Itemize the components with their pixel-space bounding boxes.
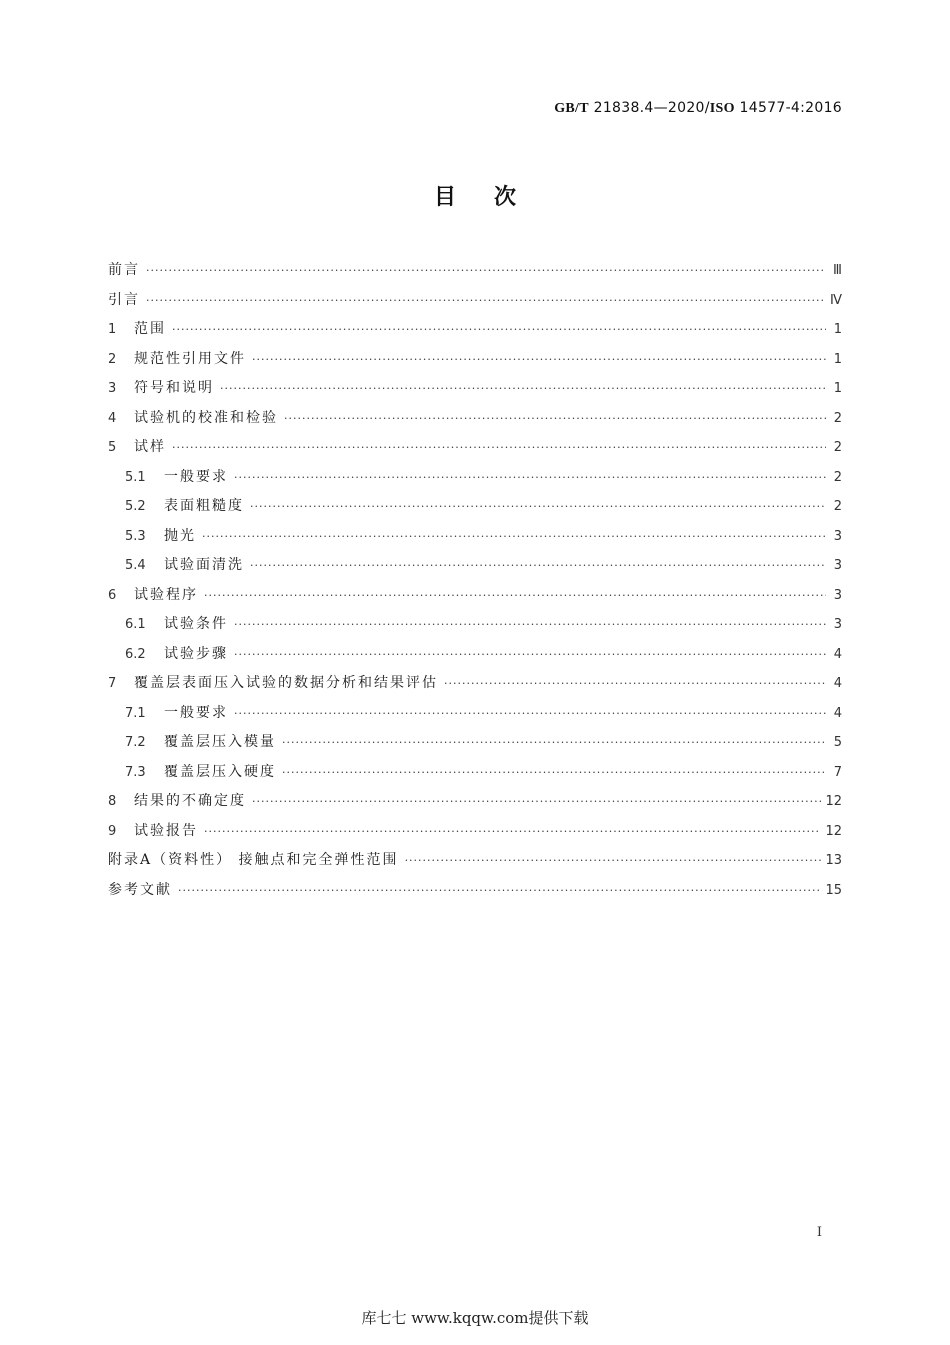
toc-entry[interactable] bbox=[108, 492, 842, 522]
toc-dot-leader bbox=[250, 551, 826, 581]
toc-entry-number: 3 bbox=[108, 381, 117, 396]
toc-entry[interactable] bbox=[108, 404, 842, 434]
toc-entry[interactable] bbox=[108, 286, 842, 316]
toc-entry-label: 规范性引用文件 bbox=[134, 350, 246, 367]
iso-number: 14577-4:2016 bbox=[734, 100, 842, 116]
toc-entry-page: Ⅲ bbox=[833, 263, 842, 278]
toc-entry-label: 表面粗糙度 bbox=[164, 498, 244, 514]
toc-entry-label: 前言 bbox=[108, 262, 140, 278]
toc-entry-number: 4 bbox=[108, 410, 117, 426]
toc-dot-leader bbox=[252, 345, 826, 375]
toc-entry-number: 5.3 bbox=[125, 528, 146, 544]
toc-dot-leader bbox=[252, 787, 821, 817]
toc-entry-label: 试验条件 bbox=[164, 616, 228, 632]
toc-entry[interactable] bbox=[108, 787, 842, 817]
toc-entry-page: 1 bbox=[833, 351, 842, 367]
toc-dot-leader bbox=[146, 256, 826, 286]
toc-entry-label: 试验报告 bbox=[134, 822, 198, 839]
toc-dot-leader bbox=[146, 286, 826, 316]
toc-entry[interactable] bbox=[108, 315, 842, 345]
toc-entry[interactable] bbox=[108, 669, 842, 699]
toc-entry-number: 6 bbox=[108, 587, 117, 603]
toc-dot-leader bbox=[204, 817, 821, 847]
toc-dot-leader bbox=[282, 758, 826, 788]
footer-watermark: 库七七 www.kqqw.com提供下载 bbox=[361, 1309, 589, 1327]
toc-entry[interactable] bbox=[108, 640, 842, 670]
iso-prefix: ISO bbox=[709, 101, 735, 116]
toc-entry[interactable] bbox=[108, 610, 842, 640]
toc-dot-leader bbox=[282, 728, 826, 758]
toc-entry-number: 5 bbox=[108, 440, 117, 455]
toc-entry-label: 抛光 bbox=[164, 527, 196, 544]
toc-entry-page: 4 bbox=[833, 705, 842, 721]
toc-entry-label: 试验程序 bbox=[134, 586, 198, 603]
toc-dot-leader bbox=[234, 640, 826, 670]
standard-code bbox=[554, 100, 842, 117]
toc-entry-label: 试验面清洗 bbox=[164, 557, 244, 573]
toc-entry-number: 6.2 bbox=[125, 646, 146, 662]
toc-entry-page: 3 bbox=[833, 587, 842, 603]
toc-entry[interactable] bbox=[108, 345, 842, 375]
toc-entry[interactable] bbox=[108, 374, 842, 404]
toc-dot-leader bbox=[172, 315, 826, 345]
toc-entry[interactable] bbox=[108, 256, 842, 286]
toc-entry[interactable] bbox=[108, 758, 842, 788]
toc-dot-leader bbox=[444, 669, 826, 699]
toc-entry-page: 1 bbox=[833, 381, 842, 396]
toc-entry-page: 2 bbox=[833, 469, 842, 485]
toc-entry-number: 7.3 bbox=[125, 764, 146, 780]
toc-entry[interactable] bbox=[108, 551, 842, 581]
toc-entry-label: 结果的不确定度 bbox=[134, 793, 246, 809]
toc-entry-number: 5.2 bbox=[125, 499, 146, 514]
toc-entry-page: 4 bbox=[833, 646, 842, 662]
toc-entry-number: 6.1 bbox=[125, 617, 146, 632]
page-number: I bbox=[816, 1225, 822, 1240]
page-title: 目次 bbox=[433, 185, 554, 210]
toc-entry[interactable] bbox=[108, 581, 842, 611]
table-of-contents bbox=[108, 256, 842, 905]
toc-entry-page: 2 bbox=[833, 410, 842, 426]
toc-entry-number: 1 bbox=[108, 322, 117, 337]
toc-entry-number: 2 bbox=[108, 351, 117, 367]
toc-entry-number: 5.1 bbox=[125, 469, 146, 485]
toc-entry-number: 5.4 bbox=[125, 558, 146, 573]
toc-entry-page: 4 bbox=[833, 676, 842, 691]
toc-dot-leader bbox=[234, 699, 826, 729]
toc-entry-label: 参考文献 bbox=[108, 881, 172, 898]
toc-entry-page: Ⅳ bbox=[830, 292, 842, 308]
toc-entry-page: 3 bbox=[833, 558, 842, 573]
toc-dot-leader bbox=[178, 876, 821, 906]
toc-entry-label: 覆盖层压入模量 bbox=[164, 734, 276, 750]
toc-entry-label: 覆盖层压入硬度 bbox=[164, 763, 276, 780]
toc-dot-leader bbox=[405, 846, 822, 876]
toc-entry[interactable] bbox=[108, 728, 842, 758]
toc-entry-number: 9 bbox=[108, 823, 117, 839]
toc-entry-page: 15 bbox=[825, 882, 842, 898]
toc-entry-page: 7 bbox=[833, 764, 842, 780]
toc-entry-page: 3 bbox=[833, 617, 842, 632]
toc-entry-page: 1 bbox=[833, 322, 842, 337]
standard-number: 21838.4—2020/ bbox=[588, 100, 710, 116]
toc-entry-page: 13 bbox=[825, 853, 842, 868]
toc-entry-page: 12 bbox=[825, 823, 842, 839]
toc-entry-page: 12 bbox=[825, 794, 842, 809]
toc-dot-leader bbox=[284, 404, 826, 434]
toc-entry-number: 7.2 bbox=[125, 735, 146, 750]
toc-entry[interactable] bbox=[108, 876, 842, 906]
toc-entry[interactable] bbox=[108, 699, 842, 729]
toc-entry-label: 试验机的校准和检验 bbox=[134, 409, 278, 426]
toc-entry-label: 试样 bbox=[134, 439, 166, 455]
toc-entry[interactable] bbox=[108, 522, 842, 552]
toc-entry-label: 附录A（资料性） 接触点和完全弹性范围 bbox=[108, 852, 399, 868]
toc-entry[interactable] bbox=[108, 846, 842, 876]
toc-dot-leader bbox=[234, 463, 826, 493]
toc-entry-page: 2 bbox=[833, 440, 842, 455]
toc-dot-leader bbox=[172, 433, 826, 463]
toc-entry-label: 范围 bbox=[134, 321, 166, 337]
toc-entry[interactable] bbox=[108, 463, 842, 493]
toc-entry-page: 2 bbox=[833, 499, 842, 514]
standard-prefix: GB/T bbox=[554, 101, 589, 116]
toc-entry-number: 8 bbox=[108, 794, 117, 809]
toc-dot-leader bbox=[234, 610, 826, 640]
toc-entry-label: 覆盖层表面压入试验的数据分析和结果评估 bbox=[134, 675, 438, 691]
toc-entry-label: 一般要求 bbox=[164, 468, 228, 485]
toc-entry-number: 7.1 bbox=[125, 705, 146, 721]
toc-entry-number: 7 bbox=[108, 676, 117, 691]
toc-entry[interactable] bbox=[108, 433, 842, 463]
toc-entry-label: 符号和说明 bbox=[134, 380, 214, 396]
toc-entry-label: 引言 bbox=[108, 291, 140, 308]
toc-dot-leader bbox=[204, 581, 826, 611]
toc-dot-leader bbox=[250, 492, 826, 522]
toc-entry-label: 试验步骤 bbox=[164, 645, 228, 662]
toc-entry-page: 5 bbox=[833, 735, 842, 750]
toc-entry-page: 3 bbox=[833, 528, 842, 544]
toc-dot-leader bbox=[202, 522, 826, 552]
toc-entry-label: 一般要求 bbox=[164, 704, 228, 721]
toc-dot-leader bbox=[220, 374, 826, 404]
toc-entry[interactable] bbox=[108, 817, 842, 847]
